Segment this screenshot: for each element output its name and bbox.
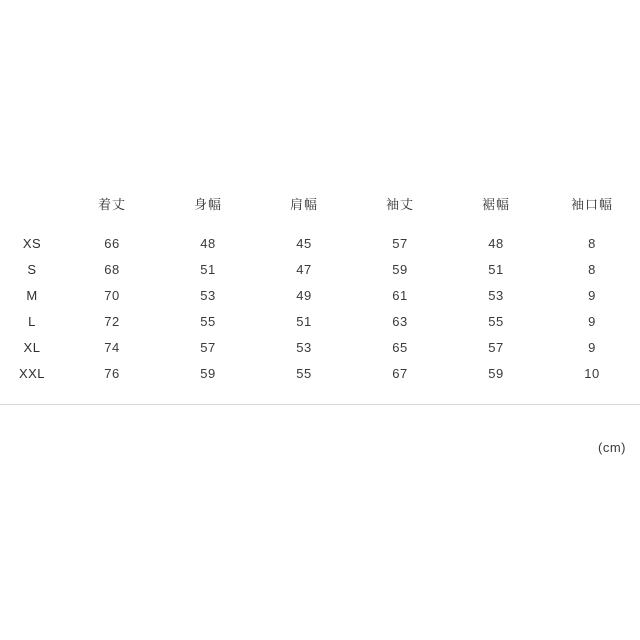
row-label-xl: XL	[23, 339, 41, 355]
unit-label: (cm)	[598, 440, 626, 455]
cell-xxl-5: 59	[488, 365, 504, 381]
row-label-l: L	[28, 313, 36, 329]
cell-l-1: 72	[104, 313, 120, 329]
cell-m-1: 70	[104, 287, 120, 303]
table-row	[0, 308, 640, 334]
row-label-xs: XS	[22, 235, 42, 251]
cell-xxl-3: 55	[296, 365, 312, 381]
table-row	[0, 230, 640, 256]
cell-xl-2: 57	[200, 339, 216, 355]
table-header-row	[0, 190, 640, 230]
table-row	[0, 334, 640, 360]
cell-xl-4: 65	[392, 339, 408, 355]
cell-m-4: 61	[392, 287, 408, 303]
cell-m-2: 53	[200, 287, 216, 303]
column-header-6: 袖口幅	[570, 196, 613, 212]
cell-s-1: 68	[104, 261, 120, 277]
column-header-5: 裾幅	[481, 196, 510, 212]
cell-xs-3: 45	[296, 235, 312, 251]
cell-xxl-2: 59	[200, 365, 216, 381]
cell-l-5: 55	[488, 313, 504, 329]
table-row	[0, 256, 640, 282]
cell-l-4: 63	[392, 313, 408, 329]
cell-m-6: 9	[588, 287, 596, 303]
cell-s-3: 47	[296, 261, 312, 277]
table-body	[0, 230, 640, 386]
size-chart-table	[0, 190, 640, 386]
row-label-m: M	[26, 287, 38, 303]
cell-xl-5: 57	[488, 339, 504, 355]
column-header-1: 着丈	[97, 196, 126, 212]
cell-s-2: 51	[200, 261, 216, 277]
table-row	[0, 282, 640, 308]
cell-xxl-6: 10	[584, 365, 600, 381]
cell-l-6: 9	[588, 313, 596, 329]
row-label-xxl: XXL	[18, 365, 46, 381]
column-header-3: 肩幅	[289, 196, 318, 212]
table-row	[0, 360, 640, 386]
cell-s-6: 8	[588, 261, 596, 277]
cell-xs-1: 66	[104, 235, 120, 251]
cell-l-2: 55	[200, 313, 216, 329]
cell-xl-1: 74	[104, 339, 120, 355]
table-header	[0, 190, 640, 230]
cell-m-5: 53	[488, 287, 504, 303]
cell-s-5: 51	[488, 261, 504, 277]
divider	[0, 404, 640, 405]
cell-xxl-4: 67	[392, 365, 408, 381]
cell-xs-6: 8	[588, 235, 596, 251]
cell-xs-4: 57	[392, 235, 408, 251]
table-corner-cell	[0, 190, 64, 230]
cell-xxl-1: 76	[104, 365, 120, 381]
column-header-2: 身幅	[193, 196, 222, 212]
cell-l-3: 51	[296, 313, 312, 329]
cell-xl-3: 53	[296, 339, 312, 355]
cell-s-4: 59	[392, 261, 408, 277]
cell-xl-6: 9	[588, 339, 596, 355]
row-label-s: S	[27, 261, 37, 277]
cell-m-3: 49	[296, 287, 312, 303]
column-header-4: 袖丈	[385, 196, 414, 212]
cell-xs-5: 48	[488, 235, 504, 251]
cell-xs-2: 48	[200, 235, 216, 251]
